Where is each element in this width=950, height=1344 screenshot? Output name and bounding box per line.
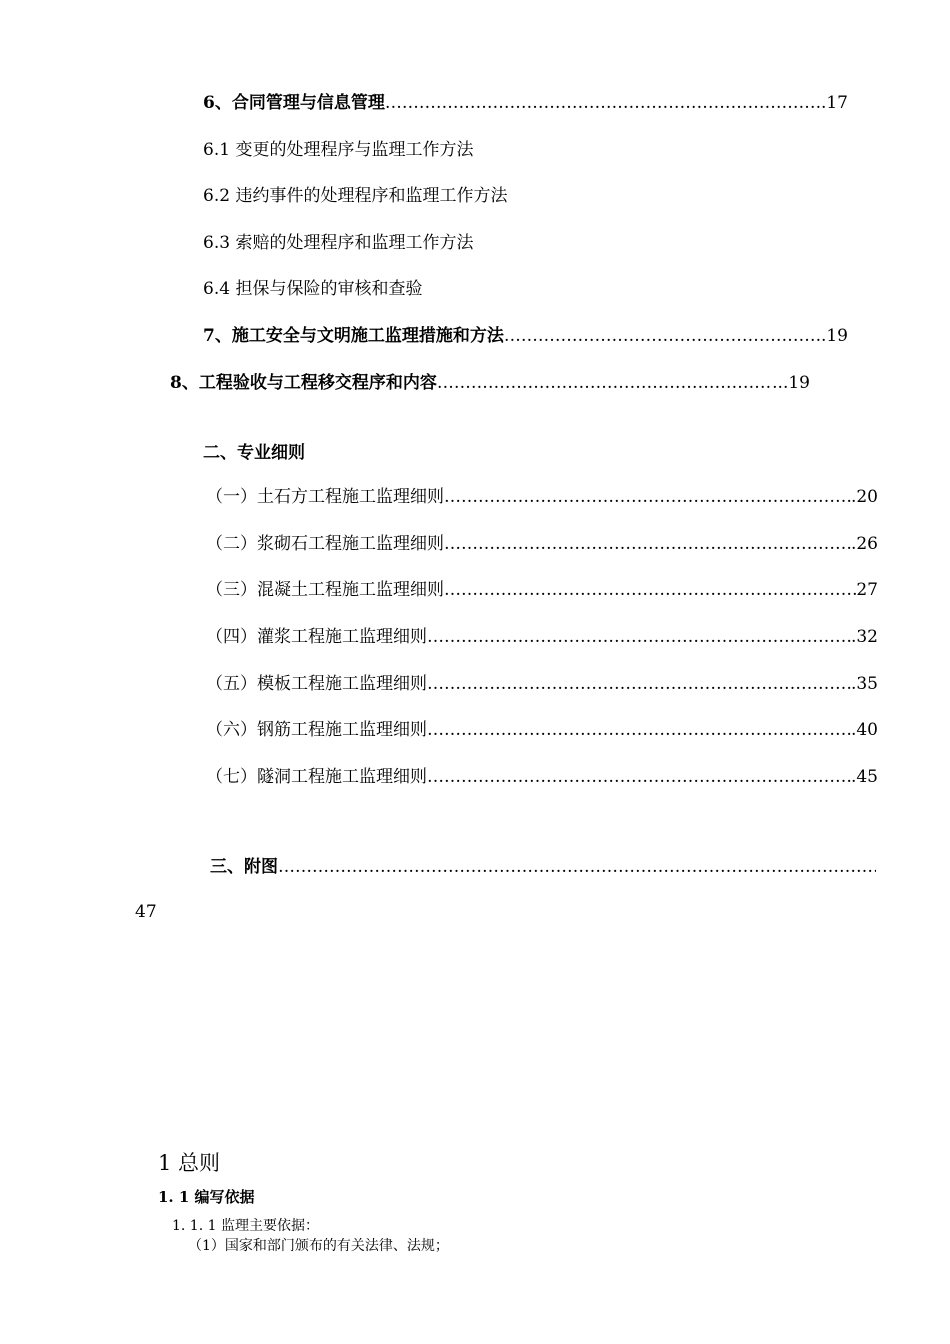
section-heading: 1. 1 编写依据 [158,1188,255,1206]
toc-item[interactable] [206,485,878,509]
chapter-heading: 1 总则 [158,1151,221,1175]
toc-part-2-heading[interactable]: 二、专业细则 [203,443,305,463]
toc-entry-7[interactable] [203,324,848,348]
toc-entry-8[interactable] [170,371,810,395]
toc-leader-dots [427,625,851,649]
toc-item-page: .32 [850,627,878,647]
toc-item[interactable] [206,532,878,556]
toc-leader-dots [427,718,851,742]
toc-part-3-page: 47 [135,902,157,922]
toc-item-page: .20 [850,487,878,507]
toc-entry-page: ...19 [772,373,810,393]
toc-item[interactable] [206,578,878,602]
toc-leader-dots [504,324,821,348]
toc-entry-page: .17 [820,93,848,113]
toc-item[interactable] [206,625,878,649]
toc-item[interactable] [206,718,878,742]
toc-item-title: （二）浆砌石工程施工监理细则 [206,534,444,554]
toc-item[interactable] [206,672,878,696]
toc-part-3[interactable] [210,855,876,879]
toc-item-page: .45 [850,767,878,787]
toc-item-page: 27 [856,580,878,600]
toc-leader-dots [278,855,876,879]
toc-leader-dots [437,371,772,395]
toc-item-page: .26 [850,534,878,554]
toc-item-title: （三）混凝土工程施工监理细则 [206,580,444,600]
toc-entry-6-1[interactable]: 6.1 变更的处理程序与监理工作方法 [203,140,474,160]
toc-leader-dots [427,672,851,696]
toc-item-page: .35 [850,674,878,694]
toc-item-title: （五）模板工程施工监理细则 [206,674,427,694]
subsection-heading: 1. 1. 1 监理主要依据： [172,1218,319,1234]
toc-entry-page: .19 [820,326,848,346]
toc-item-title: （六）钢筋工程施工监理细则 [206,720,427,740]
toc-entry-6-4[interactable]: 6.4 担保与保险的审核和查验 [203,279,423,299]
toc-item-page: .40 [850,720,878,740]
toc-entry-6[interactable] [203,91,848,115]
toc-item[interactable] [206,765,878,789]
toc-leader-dots [427,765,851,789]
toc-leader-dots [444,532,851,556]
toc-leader-dots [385,91,821,115]
toc-item-title: （四）灌浆工程施工监理细则 [206,627,427,647]
toc-entry-title: 7、施工安全与文明施工监理措施和方法 [203,326,504,346]
body-paragraph: （1）国家和部门颁布的有关法律、法规； [188,1238,449,1254]
toc-leader-dots [444,578,856,602]
toc-part-3-title: 三、附图 [210,857,278,877]
toc-entry-6-3[interactable]: 6.3 索赔的处理程序和监理工作方法 [203,233,474,253]
toc-entry-title: 8、工程验收与工程移交程序和内容 [170,373,437,393]
toc-entry-6-2[interactable]: 6.2 违约事件的处理程序和监理工作方法 [203,186,508,206]
toc-item-title: （一）土石方工程施工监理细则 [206,487,444,507]
toc-entry-title: 6、合同管理与信息管理 [203,93,385,113]
toc-item-title: （七）隧洞工程施工监理细则 [206,767,427,787]
toc-leader-dots [444,485,851,509]
